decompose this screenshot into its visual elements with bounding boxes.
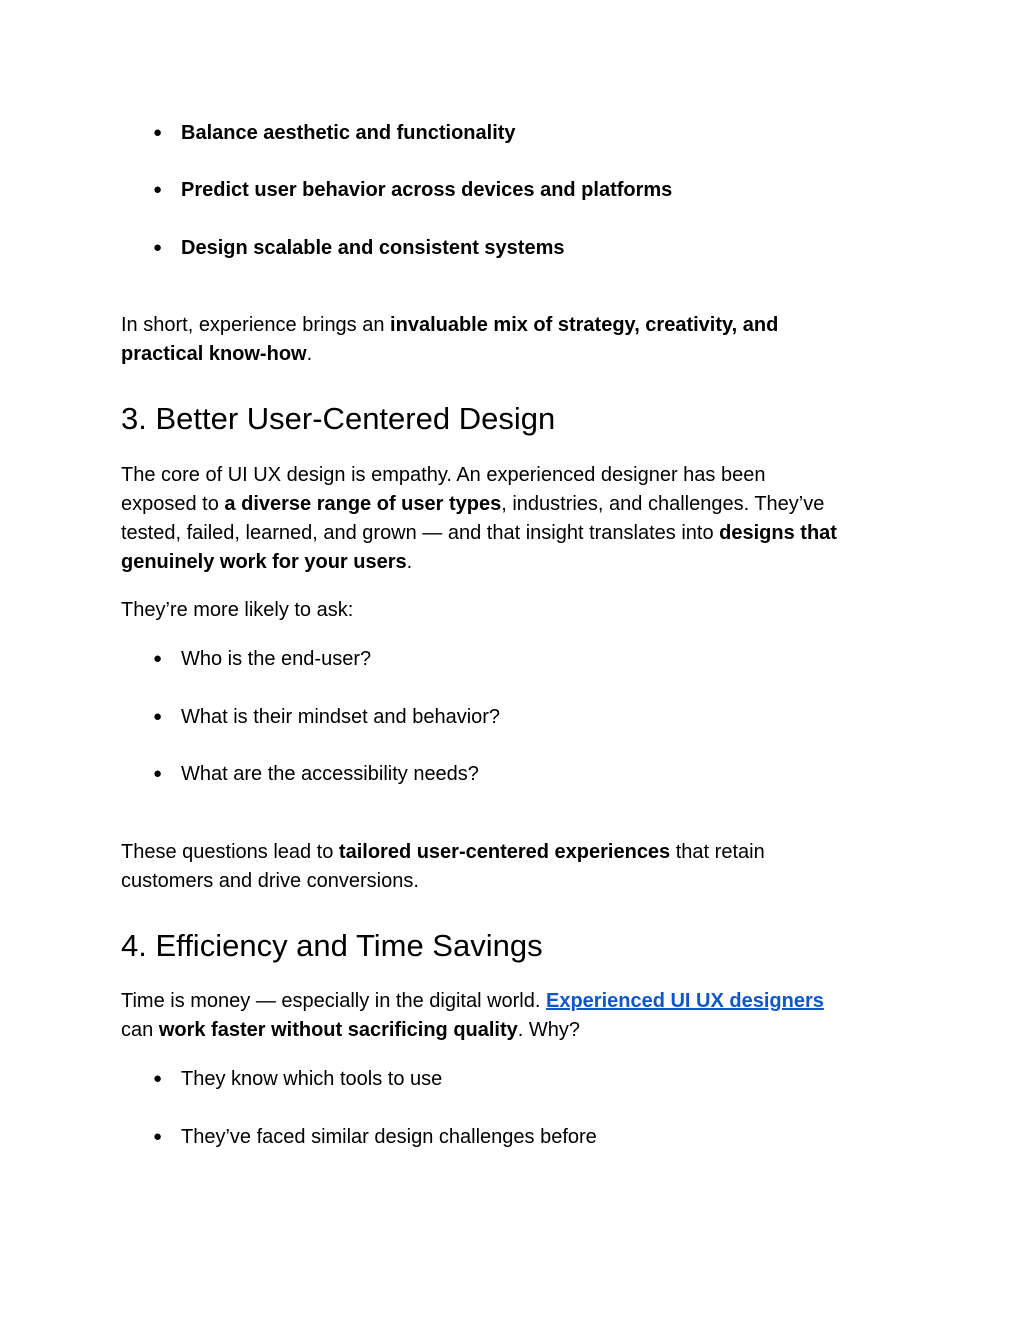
bullet-icon: ● <box>153 239 163 256</box>
paragraph-time: Time is money — especially in the digital world. Experienced UI UX designers can work faster without sacrificing quality. Why? <box>121 990 824 1041</box>
bullet-icon: ● <box>153 1070 163 1087</box>
list-item-text: What are the accessibility needs? <box>181 763 479 785</box>
paragraph-questions: These questions lead to tailored user-centered experiences that retain customers and drive conversions. <box>121 841 765 892</box>
experienced-designers-link[interactable]: Experienced UI UX designers <box>545 990 824 1012</box>
bullet-icon: ● <box>153 765 163 782</box>
list-item-text: Balance aesthetic and functionality <box>181 122 516 144</box>
section-heading-3: 3. Better User-Centered Design <box>121 401 556 436</box>
bullet-icon: ● <box>153 650 163 667</box>
bullet-icon: ● <box>153 124 163 141</box>
list-item-text: They’ve faced similar design challenges before <box>181 1126 597 1148</box>
list-item-text: Who is the end-user? <box>181 648 372 670</box>
paragraph-in-short: In short, experience brings an invaluable mix of strategy, creativity, and practical know-how. <box>121 314 779 365</box>
bullet-icon: ● <box>153 708 163 725</box>
bullet-icon: ● <box>153 181 163 198</box>
section-heading-4: 4. Efficiency and Time Savings <box>121 928 543 963</box>
list-item-text: Predict user behavior across devices and platforms <box>181 179 673 201</box>
paragraph-core: The core of UI UX design is empathy. An experienced designer has been exposed to a diverse range of user types, industries, and challenges. They’ve tested, failed, learned, and grown — and that insight translates into designs that genuinely work for your users. <box>121 464 837 573</box>
list-item-text: They know which tools to use <box>181 1068 443 1090</box>
bullet-icon: ● <box>153 1128 163 1145</box>
list-item-text: Design scalable and consistent systems <box>181 237 565 259</box>
list-item-text: What is their mindset and behavior? <box>181 706 501 728</box>
paragraph-ask: They’re more likely to ask: <box>121 599 354 621</box>
